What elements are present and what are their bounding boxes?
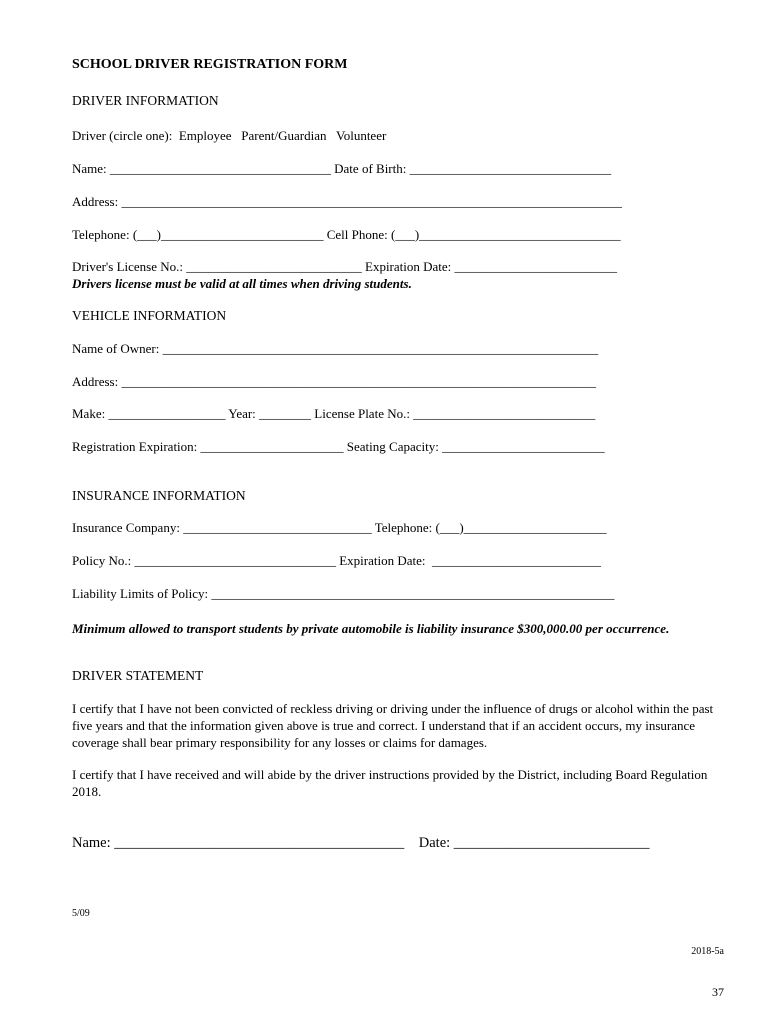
insurance-minimum-note: Minimum allowed to transport students by private automobile is liability insurance $300,000.00 per occurrence. [72, 621, 670, 636]
driver-info-heading: DRIVER INFORMATION [72, 93, 219, 108]
insurance-liability-line: Liability Limits of Policy: ______________________________________________________________ [72, 586, 615, 601]
insurance-company-line: Insurance Company: _____________________________ Telephone: (___)______________________ [72, 520, 607, 535]
page-number: 37 [712, 985, 724, 999]
form-title: SCHOOL DRIVER REGISTRATION FORM [72, 57, 348, 72]
vehicle-make-line: Make: __________________ Year: ________ License Plate No.: ____________________________ [72, 406, 596, 421]
insurance-policy-line: Policy No.: _______________________________ Expiration Date: __________________________ [72, 553, 602, 568]
driver-statement-heading: DRIVER STATEMENT [72, 668, 204, 683]
form-code: 2018-5a [691, 946, 724, 957]
driver-name-dob-line: Name: __________________________________ Date of Birth: _______________________________ [72, 161, 612, 176]
driver-address-line: Address: _____________________________________________________________________________ [72, 194, 622, 209]
driver-license-line: Driver's License No.: ___________________________ Expiration Date: _________________________ [72, 259, 618, 274]
vehicle-info-heading: VEHICLE INFORMATION [72, 308, 227, 323]
insurance-info-heading: INSURANCE INFORMATION [72, 488, 246, 503]
driver-type-line: Driver (circle one): Employee Parent/Guardian Volunteer [72, 128, 387, 143]
license-note: Drivers license must be valid at all times when driving students. [72, 276, 412, 291]
vehicle-address-line: Address: _________________________________________________________________________ [72, 374, 596, 389]
date-code: 5/09 [72, 908, 90, 919]
statement-paragraph-2: I certify that I have received and will abide by the driver instructions provided by the District, including Board Regulation 2018. [72, 767, 708, 799]
statement-paragraph-1: I certify that I have not been convicted of reckless driving or driving under the influence of drugs or alcohol within the past five years and that the information given above is true and correct. I understand that if an accident occurs, my insurance coverage shall bear primary responsibility for any losses or claims for damages. [72, 701, 714, 750]
signature-line: Name: ________________________________________ Date: ___________________________ [72, 835, 650, 851]
vehicle-owner-line: Name of Owner: ___________________________________________________________________ [72, 341, 599, 356]
vehicle-registration-line: Registration Expiration: ______________________ Seating Capacity: _________________________ [72, 439, 605, 454]
driver-phone-line: Telephone: (___)_________________________ Cell Phone: (___)_______________________________ [72, 227, 621, 242]
